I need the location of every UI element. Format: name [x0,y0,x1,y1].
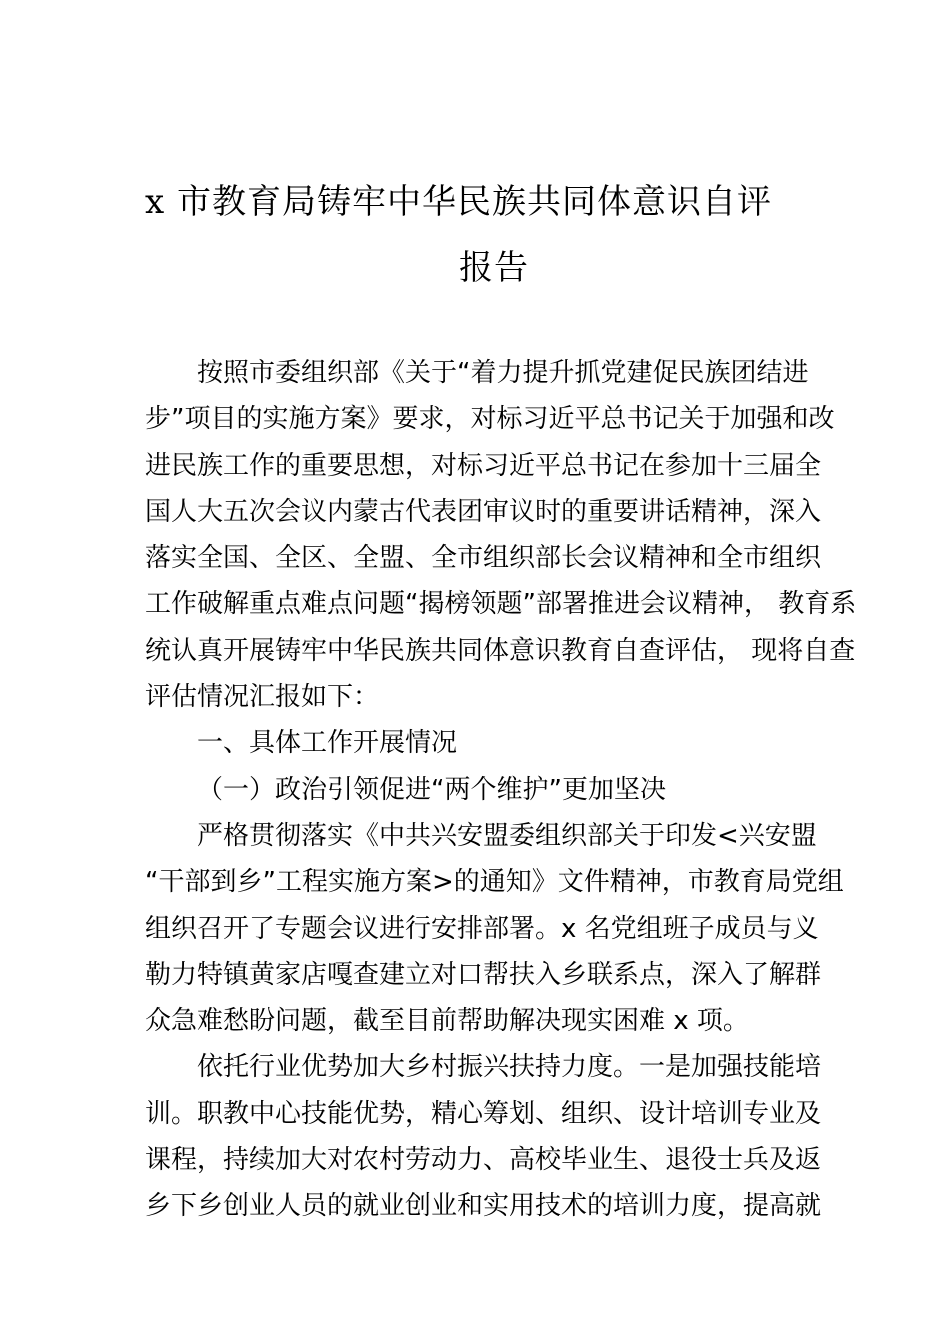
text-line: 勒力特镇黄家店嘎查建立对口帮扶入乡联系点，深入了解群 [145,959,822,990]
text-line: 评估情况汇报如下： [145,682,380,713]
document-body [145,350,857,1230]
text-line: 乡下乡创业人员的就业创业和实用技术的培训力度，提高就 [145,1191,822,1222]
paragraph-rural-revitalization [145,1044,825,1229]
text-line: 训。职教中心技能优势，精心筹划、组织、设计培训专业及 [145,1098,822,1129]
document-title-line-1: x 市教育局铸牢中华民族共同体意识自评 [145,182,772,222]
document-title-line-2: 报告 [459,248,529,288]
text-line: 统认真开展铸牢中华民族共同体意识教育自查评估， 现将自查 [145,635,856,666]
text-line: 依托行业优势加大乡村振兴扶持力度。一是加强技能培 [197,1052,822,1083]
text-line: 进民族工作的重要思想，对标习近平总书记在参加十三届全 [145,450,822,481]
text-line: 组织召开了专题会议进行安排部署。x 名党组班子成员与义 [145,913,819,944]
text-line: 落实全国、全区、全盟、全市组织部长会议精神和全市组织 [145,543,822,574]
text-line: 工作破解重点难点问题“揭榜领题”部署推进会议精神， 教育系 [145,589,857,620]
text-line: 课程，持续加大对农村劳动力、高校毕业生、退役士兵及返 [145,1145,822,1176]
paragraph-intro [145,350,857,720]
text-line: 严格贯彻落实《中共兴安盟委组织部关于印发<兴安盟 [197,820,817,851]
section-heading: 一、具体工作开展情况 [197,728,458,759]
text-line: “干部到乡”工程实施方案>的通知》文件精神，市教育局党组 [145,867,844,898]
text-line: 按照市委组织部《关于“着力提升抓党建促民族团结进 [197,358,809,388]
paragraph-political-guidance [145,813,844,1044]
text-line: 众急难愁盼问题，截至目前帮助解决现实困难 x 项。 [145,1006,749,1037]
text-line: 步”项目的实施方案》要求，对标习近平总书记关于加强和改 [145,404,835,435]
subsection-heading: （一）政治引领促进“两个维护”更加坚决 [197,774,666,805]
text-line: 国人大五次会议内蒙古代表团审议时的重要讲话精神，深入 [145,496,822,527]
